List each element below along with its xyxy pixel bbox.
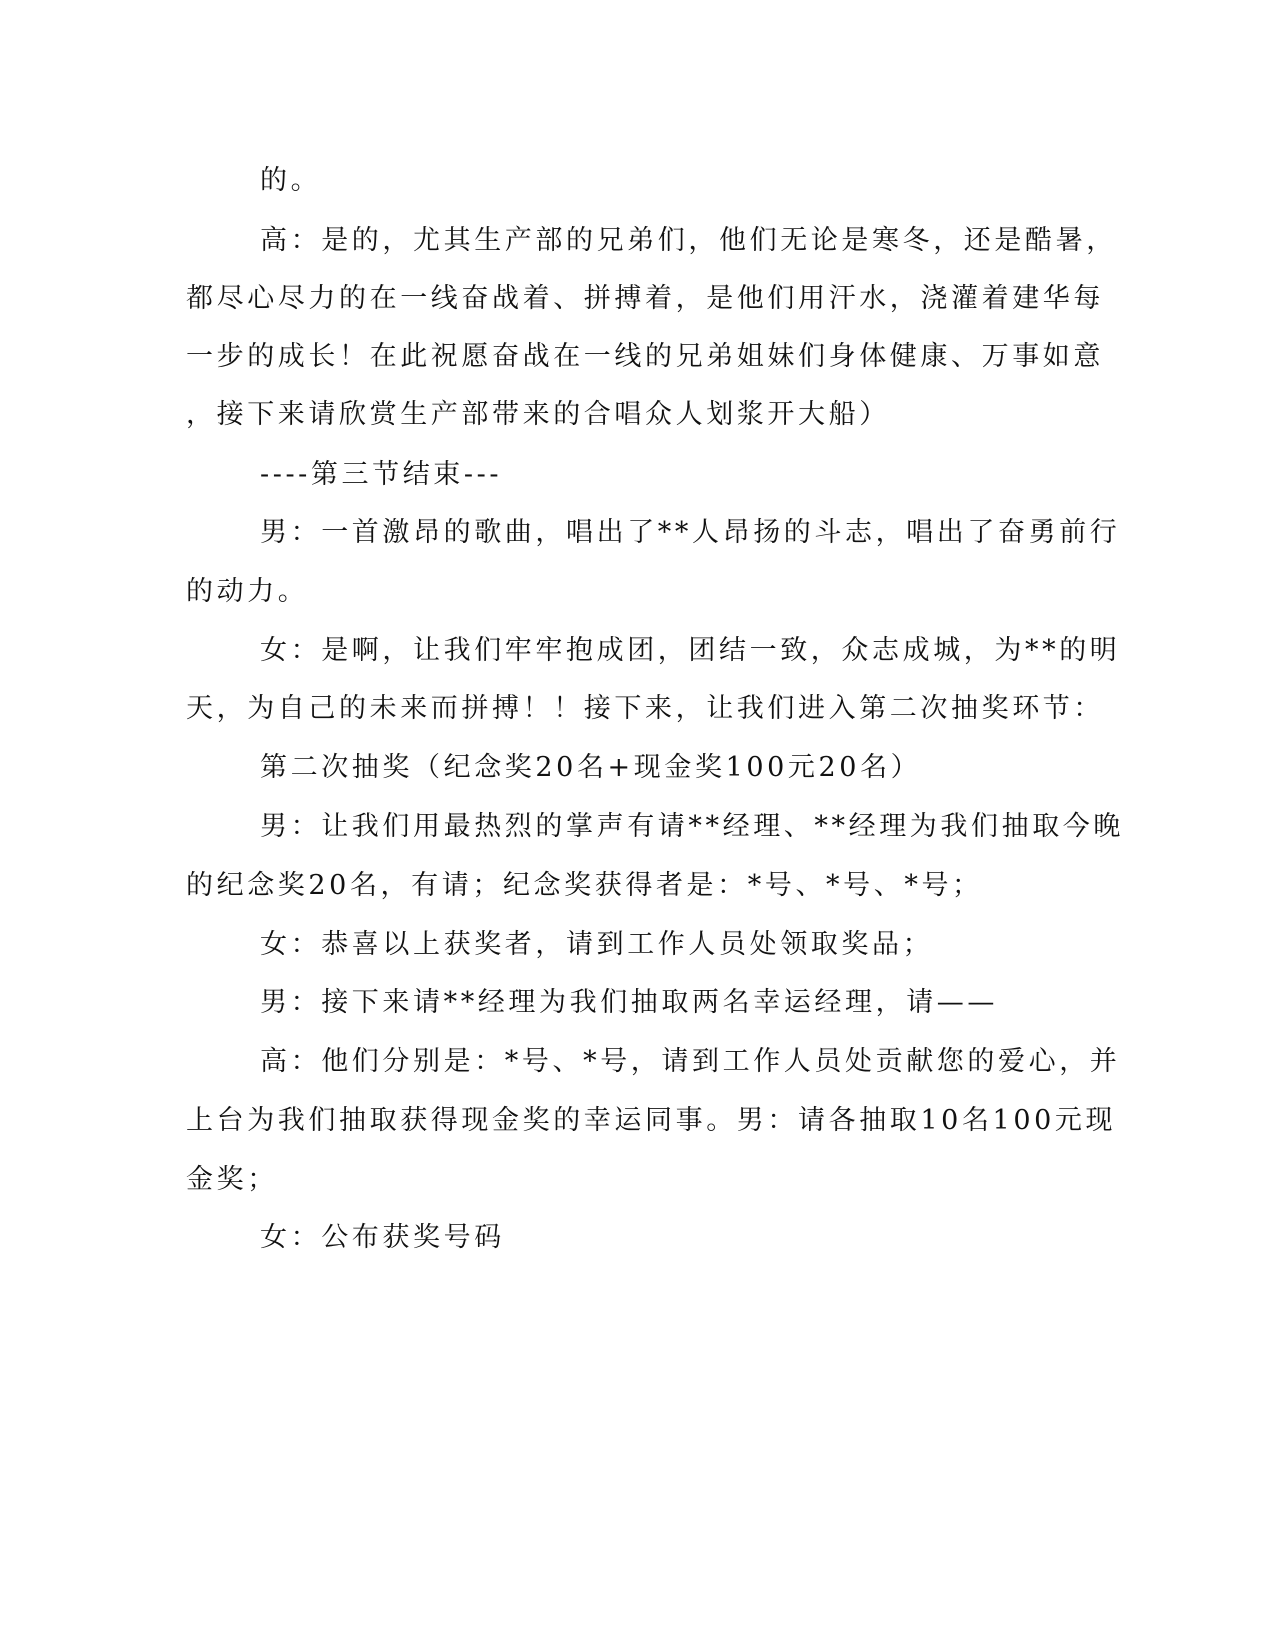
text-line: 的纪念奖20名，有请；纪念奖获得者是：*号、*号、*号；	[186, 870, 983, 901]
text-line: 都尽心尽力的在一线奋战着、拼搏着，是他们用汗水，浇灌着建华每	[186, 283, 1104, 314]
text-line: 男：一首激昂的歌曲，唱出了**人昂扬的斗志，唱出了奋勇前行	[260, 517, 1121, 548]
text-line: 第二次抽奖（纪念奖20名+现金奖100元20名）	[260, 752, 922, 783]
text-line: 金奖；	[186, 1164, 278, 1195]
text-line: 男：让我们用最热烈的掌声有请**经理、**经理为我们抽取今晚	[260, 811, 1124, 842]
text-line: 男：接下来请**经理为我们抽取两名幸运经理，请——	[260, 987, 998, 1018]
text-line: 高：他们分别是：*号、*号，请到工作人员处贡献您的爱心，并	[260, 1046, 1121, 1077]
text-line: 高：是的，尤其生产部的兄弟们，他们无论是寒冬，还是酷暑，	[260, 225, 1117, 256]
text-line: 女：恭喜以上获奖者，请到工作人员处领取奖品；	[260, 929, 934, 960]
text-line: ，接下来请欣赏生产部带来的合唱众人划浆开大船）	[186, 399, 890, 430]
text-line: 的动力。	[186, 576, 309, 607]
text-line: 天，为自己的未来而拼搏！！接下来，让我们进入第二次抽奖环节：	[186, 693, 1104, 724]
text-line: 女：是啊，让我们牢牢抱成团，团结一致，众志成城，为**的明	[260, 635, 1121, 666]
text-line: 女：公布获奖号码	[260, 1222, 505, 1253]
text-line: 上台为我们抽取获得现金奖的幸运同事。男：请各抽取10名100元现	[186, 1105, 1117, 1136]
section-end-marker: ----第三节结束---	[260, 459, 503, 490]
text-line: 一步的成长！在此祝愿奋战在一线的兄弟姐妹们身体健康、万事如意	[186, 341, 1104, 372]
text-line: 的。	[260, 165, 322, 196]
